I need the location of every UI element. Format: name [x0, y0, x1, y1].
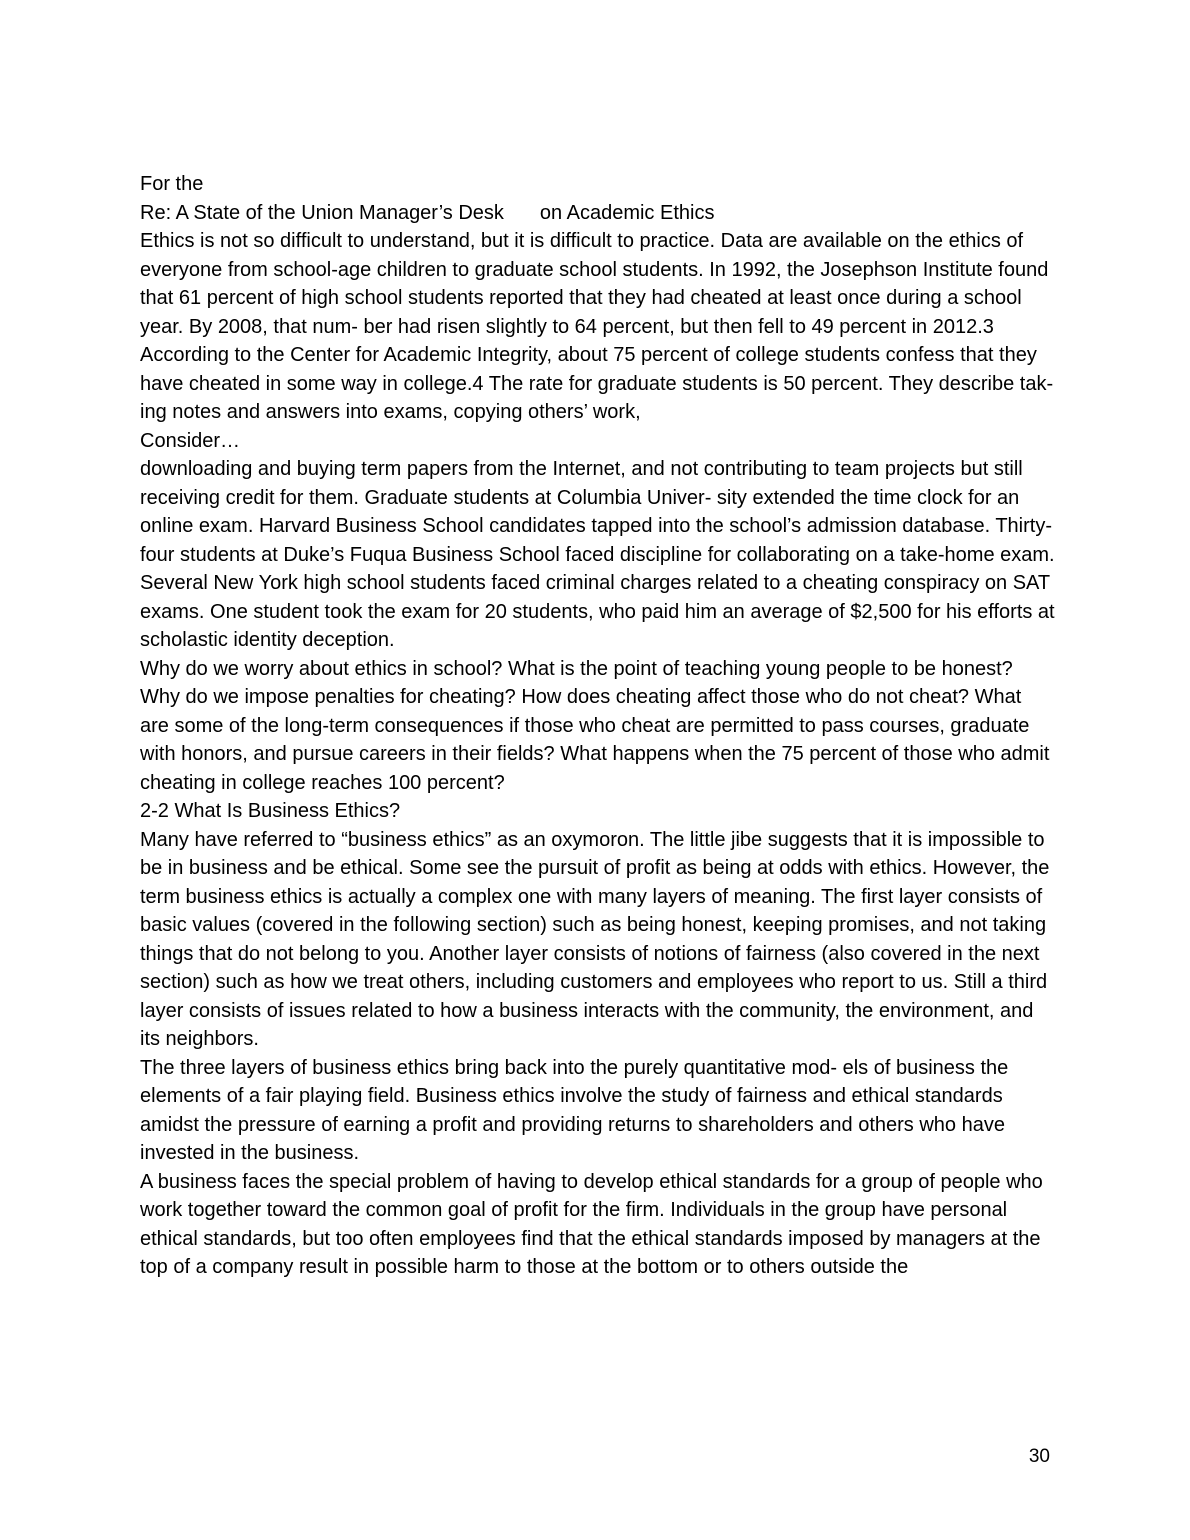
header-line-for-the: For the	[140, 173, 204, 195]
header-re-subtitle: on Academic Ethics	[539, 201, 715, 224]
paragraph-three-layers: The three layers of business ethics bring back into the purely quantitative mod- els of business the elements of a fair playing field. Business ethics involve the study of fairness and ethical standards amidst the pressure of earning a profit and providing returns to shareholders and others who have invested in the business.	[140, 1056, 1009, 1164]
paragraph-special-problem: A business faces the special problem of having to develop ethical standards for a group of people who work together toward the common goal of profit for the firm. Individuals in the group have personal ethical standards, but too often employees find that the ethical standards imposed by managers at the top of a company result in possible harm to those at the bottom or to others outside the	[140, 1170, 1043, 1278]
header-re-title: Re: A State of the Union Manager’s Desk	[140, 201, 504, 224]
document-page	[140, 170, 1055, 1282]
paragraph-cheating-examples: downloading and buying term papers from the Internet, and not contributing to team projects but still receiving credit for them. Graduate students at Columbia Univer- sity extended the time clock for an online exam. Harvard Business School candidates tapped into the school’s admission database. Thirty-four students at Duke’s Fuqua Business School faced discipline for collaborating on a take-home exam. Several New York high school students faced criminal charges related to a cheating conspiracy on SAT exams. One student took the exam for 20 students, who paid him an average of $2,500 for his efforts at scholastic identity deception.	[140, 458, 1055, 651]
paragraph-ethics-intro: Ethics is not so difficult to understand, but it is difficult to practice. Data are available on the ethics of everyone from school-age children to graduate school students. In 1992, the Josephson Institute found that 61 percent of high school students reported that they had cheated at least once during a school year. By 2008, that num- ber had risen slightly to 64 percent, but then fell to 49 percent in 2012.3 According to the Center for Academic Integrity, about 75 percent of college students confess that they have cheated in some way in college.4 The rate for graduate students is 50 percent. They describe tak- ing notes and answers into exams, copying others’ work,	[140, 230, 1054, 423]
paragraph-oxymoron: Many have referred to “business ethics” as an oxymoron. The little jibe suggests that it is impossible to be in business and be ethical. Some see the pursuit of profit as being at odds with ethics. However, the term business ethics is actually a complex one with many layers of meaning. The first layer consists of basic values (covered in the following section) such as being honest, keeping promises, and not taking things that do not belong to you. Another layer consists of notions of fairness (also covered in the next section) such as how we treat others, including customers and employees who report to us. Still a third layer consists of issues related to how a business interacts with the community, the environment, and its neighbors.	[140, 828, 1050, 1050]
section-heading: 2-2 What Is Business Ethics?	[140, 800, 401, 822]
header-line-re	[140, 199, 1055, 228]
consider-label: Consider…	[140, 429, 241, 452]
page-number: 30	[1028, 1446, 1050, 1467]
paragraph-why-worry: Why do we worry about ethics in school? What is the point of teaching young people to be honest? Why do we impose penalties for cheating? How does cheating affect those who do not cheat? What are some of the long-term consequences if those who cheat are permitted to pass courses, graduate with honors, and pursue careers in their fields? What happens when the 75 percent of those who admit cheating in college reaches 100 percent?	[140, 657, 1050, 794]
